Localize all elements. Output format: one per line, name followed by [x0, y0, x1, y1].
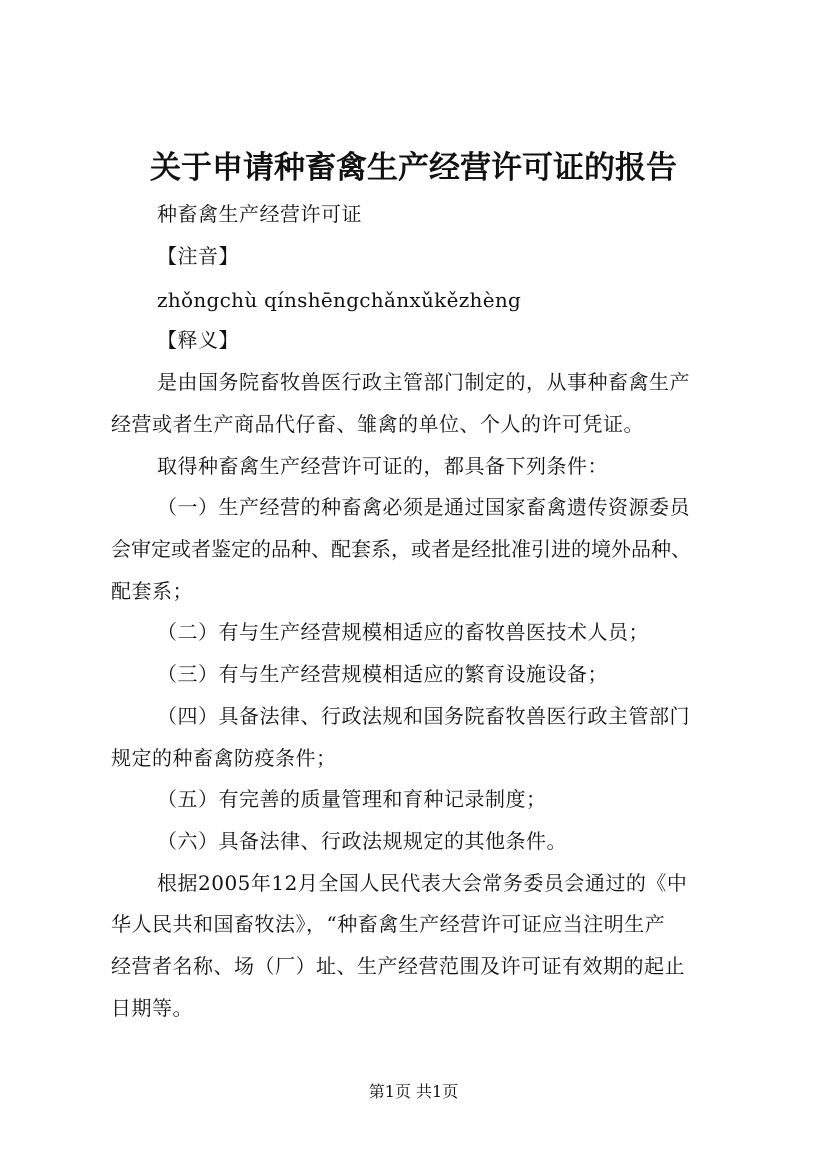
body-line: 取得种畜禽生产经营许可证的，都具备下列条件： [157, 454, 608, 478]
body-line: （三）有与生产经营规模相适应的繁育设施设备； [157, 662, 608, 686]
body-line: （一）生产经营的种畜禽必须是通过国家畜禽遗传资源委员 [157, 495, 690, 519]
body-line: 日期等。 [111, 996, 193, 1020]
body-line: 华人民共和国畜牧法》，“种畜禽生产经营许可证应当注明生产 [111, 912, 666, 936]
page-number: 第1页 共1页 [368, 1082, 459, 1101]
body-line: 经营或者生产商品代仔畜、雏禽的单位、个人的许可凭证。 [111, 412, 644, 436]
body-line: 根据2005年12月全国人民代表大会常务委员会通过的《中 [157, 871, 688, 895]
body-line: 会审定或者鉴定的品种、配套系，或者是经批准引进的境外品种、 [111, 537, 691, 561]
body-line: 规定的种畜禽防疫条件； [111, 746, 337, 770]
body-line: （二）有与生产经营规模相适应的畜牧兽医技术人员； [157, 620, 649, 644]
body-line: 配套系； [111, 579, 193, 603]
note-heading: 【注音】 [157, 244, 239, 268]
meaning-heading: 【释义】 [157, 328, 239, 352]
body-line: （五）有完善的质量管理和育种记录制度； [157, 787, 547, 811]
document-title: 关于申请种畜禽生产经营许可证的报告 [150, 150, 677, 186]
body-line: （四）具备法律、行政法规和国务院畜牧兽医行政主管部门 [157, 704, 690, 728]
body-line: （六）具备法律、行政法规规定的其他条件。 [157, 829, 567, 853]
body-line: 是由国务院畜牧兽医行政主管部门制定的，从事种畜禽生产 [157, 370, 690, 394]
subtitle: 种畜禽生产经营许可证 [157, 202, 362, 226]
body-line: 经营者名称、场（厂）址、生产经营范围及许可证有效期的起止 [111, 954, 685, 978]
pinyin-line: zhǒngchù qínshēngchǎnxǔkězhèng [157, 288, 522, 312]
